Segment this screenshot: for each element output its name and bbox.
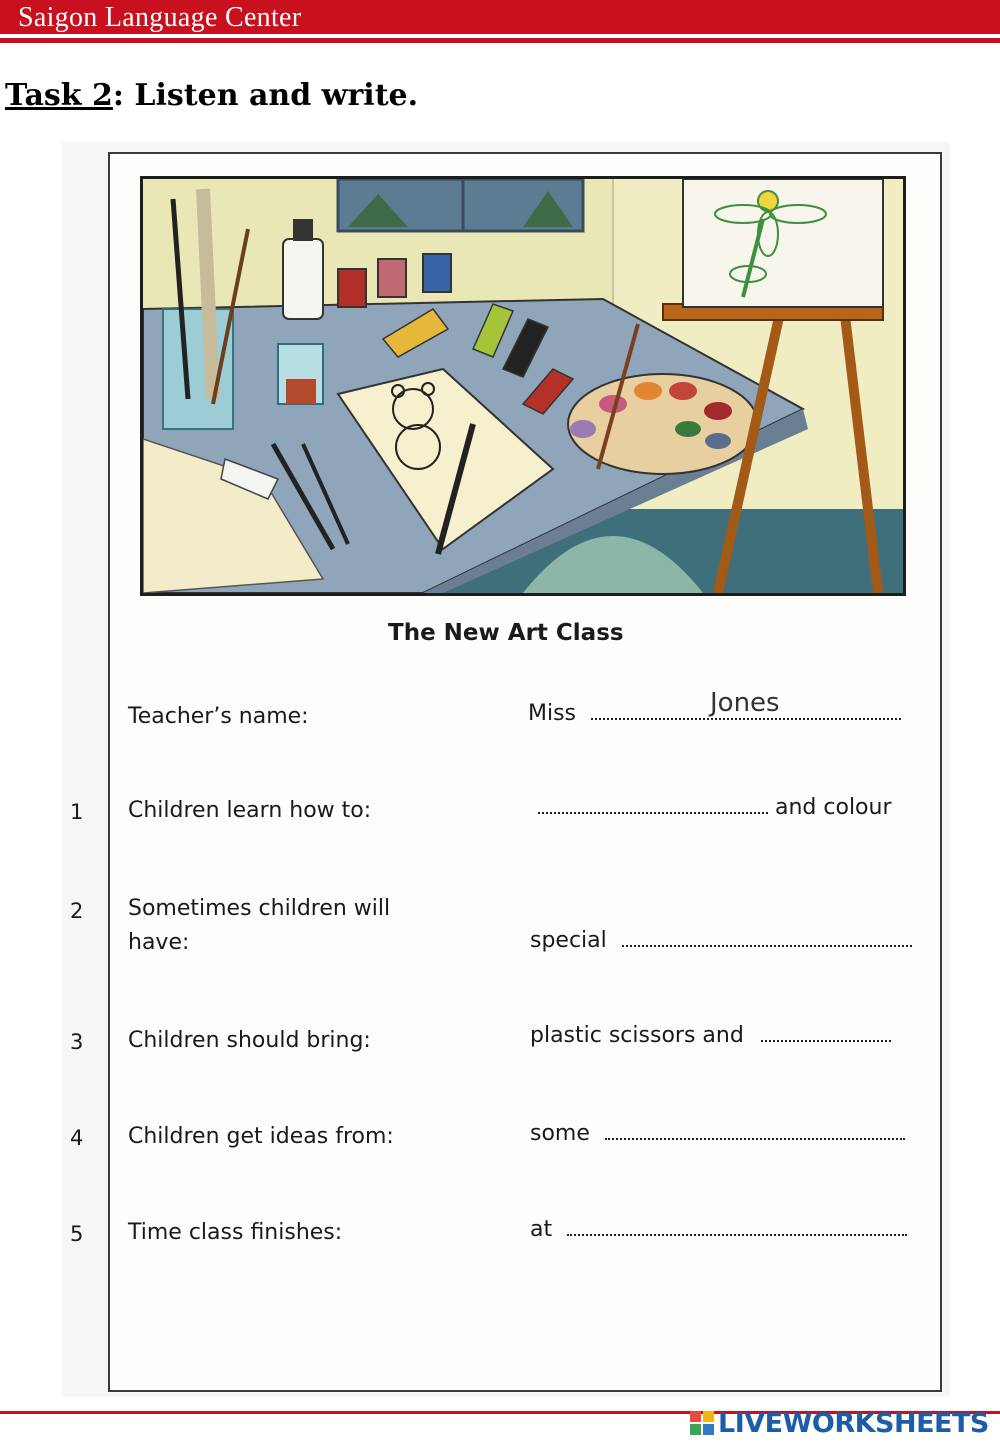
art-class-illustration [140,176,906,596]
item-question: Children learn how to: [128,798,372,823]
logo-text: LIVEWORKSHEETS [718,1407,989,1439]
item-answer-line [530,1216,907,1242]
item-answer-prefix: plastic scissors and [530,1023,744,1048]
item-answer-blank[interactable] [622,927,912,947]
item-answer-line [538,794,892,820]
item-question: Time class finishes: [128,1220,343,1245]
header-title: Saigon Language Center [18,2,302,33]
header-divider [0,38,1000,43]
header-bar [0,0,1000,34]
item-number: 1 [70,800,84,824]
item-answer-prefix: special [530,928,607,953]
item-answer-line [530,927,912,953]
item-answer-suffix: and colour [775,795,892,820]
teacher-answer-text: Jones [710,688,780,718]
item-answer-line [530,1120,905,1146]
item-question: Sometimes children will have: [128,896,391,955]
item-answer-line [530,1022,891,1048]
task-label: Task 2 [5,78,113,113]
teacher-question: Teacher’s name: [128,704,309,729]
item-number: 2 [70,899,84,923]
task-heading [5,78,418,113]
item-answer-blank[interactable] [605,1120,905,1140]
item-question: Children get ideas from: [128,1124,394,1149]
worksheet-title: The New Art Class [388,620,624,646]
item-answer-blank[interactable] [761,1022,891,1042]
logo-grid-icon [690,1411,714,1435]
item-answer-prefix: at [530,1217,553,1242]
item-question: Children should bring: [128,1028,371,1053]
item-answer-blank[interactable] [538,794,768,814]
item-answer-prefix: some [530,1121,590,1146]
item-number: 4 [70,1126,84,1150]
item-answer-blank[interactable] [567,1216,907,1236]
liveworksheets-logo[interactable] [690,1406,989,1440]
task-instruction: : Listen and write. [112,78,419,113]
item-number: 5 [70,1222,84,1246]
teacher-prefix: Miss [528,701,577,726]
item-number: 3 [70,1030,84,1054]
